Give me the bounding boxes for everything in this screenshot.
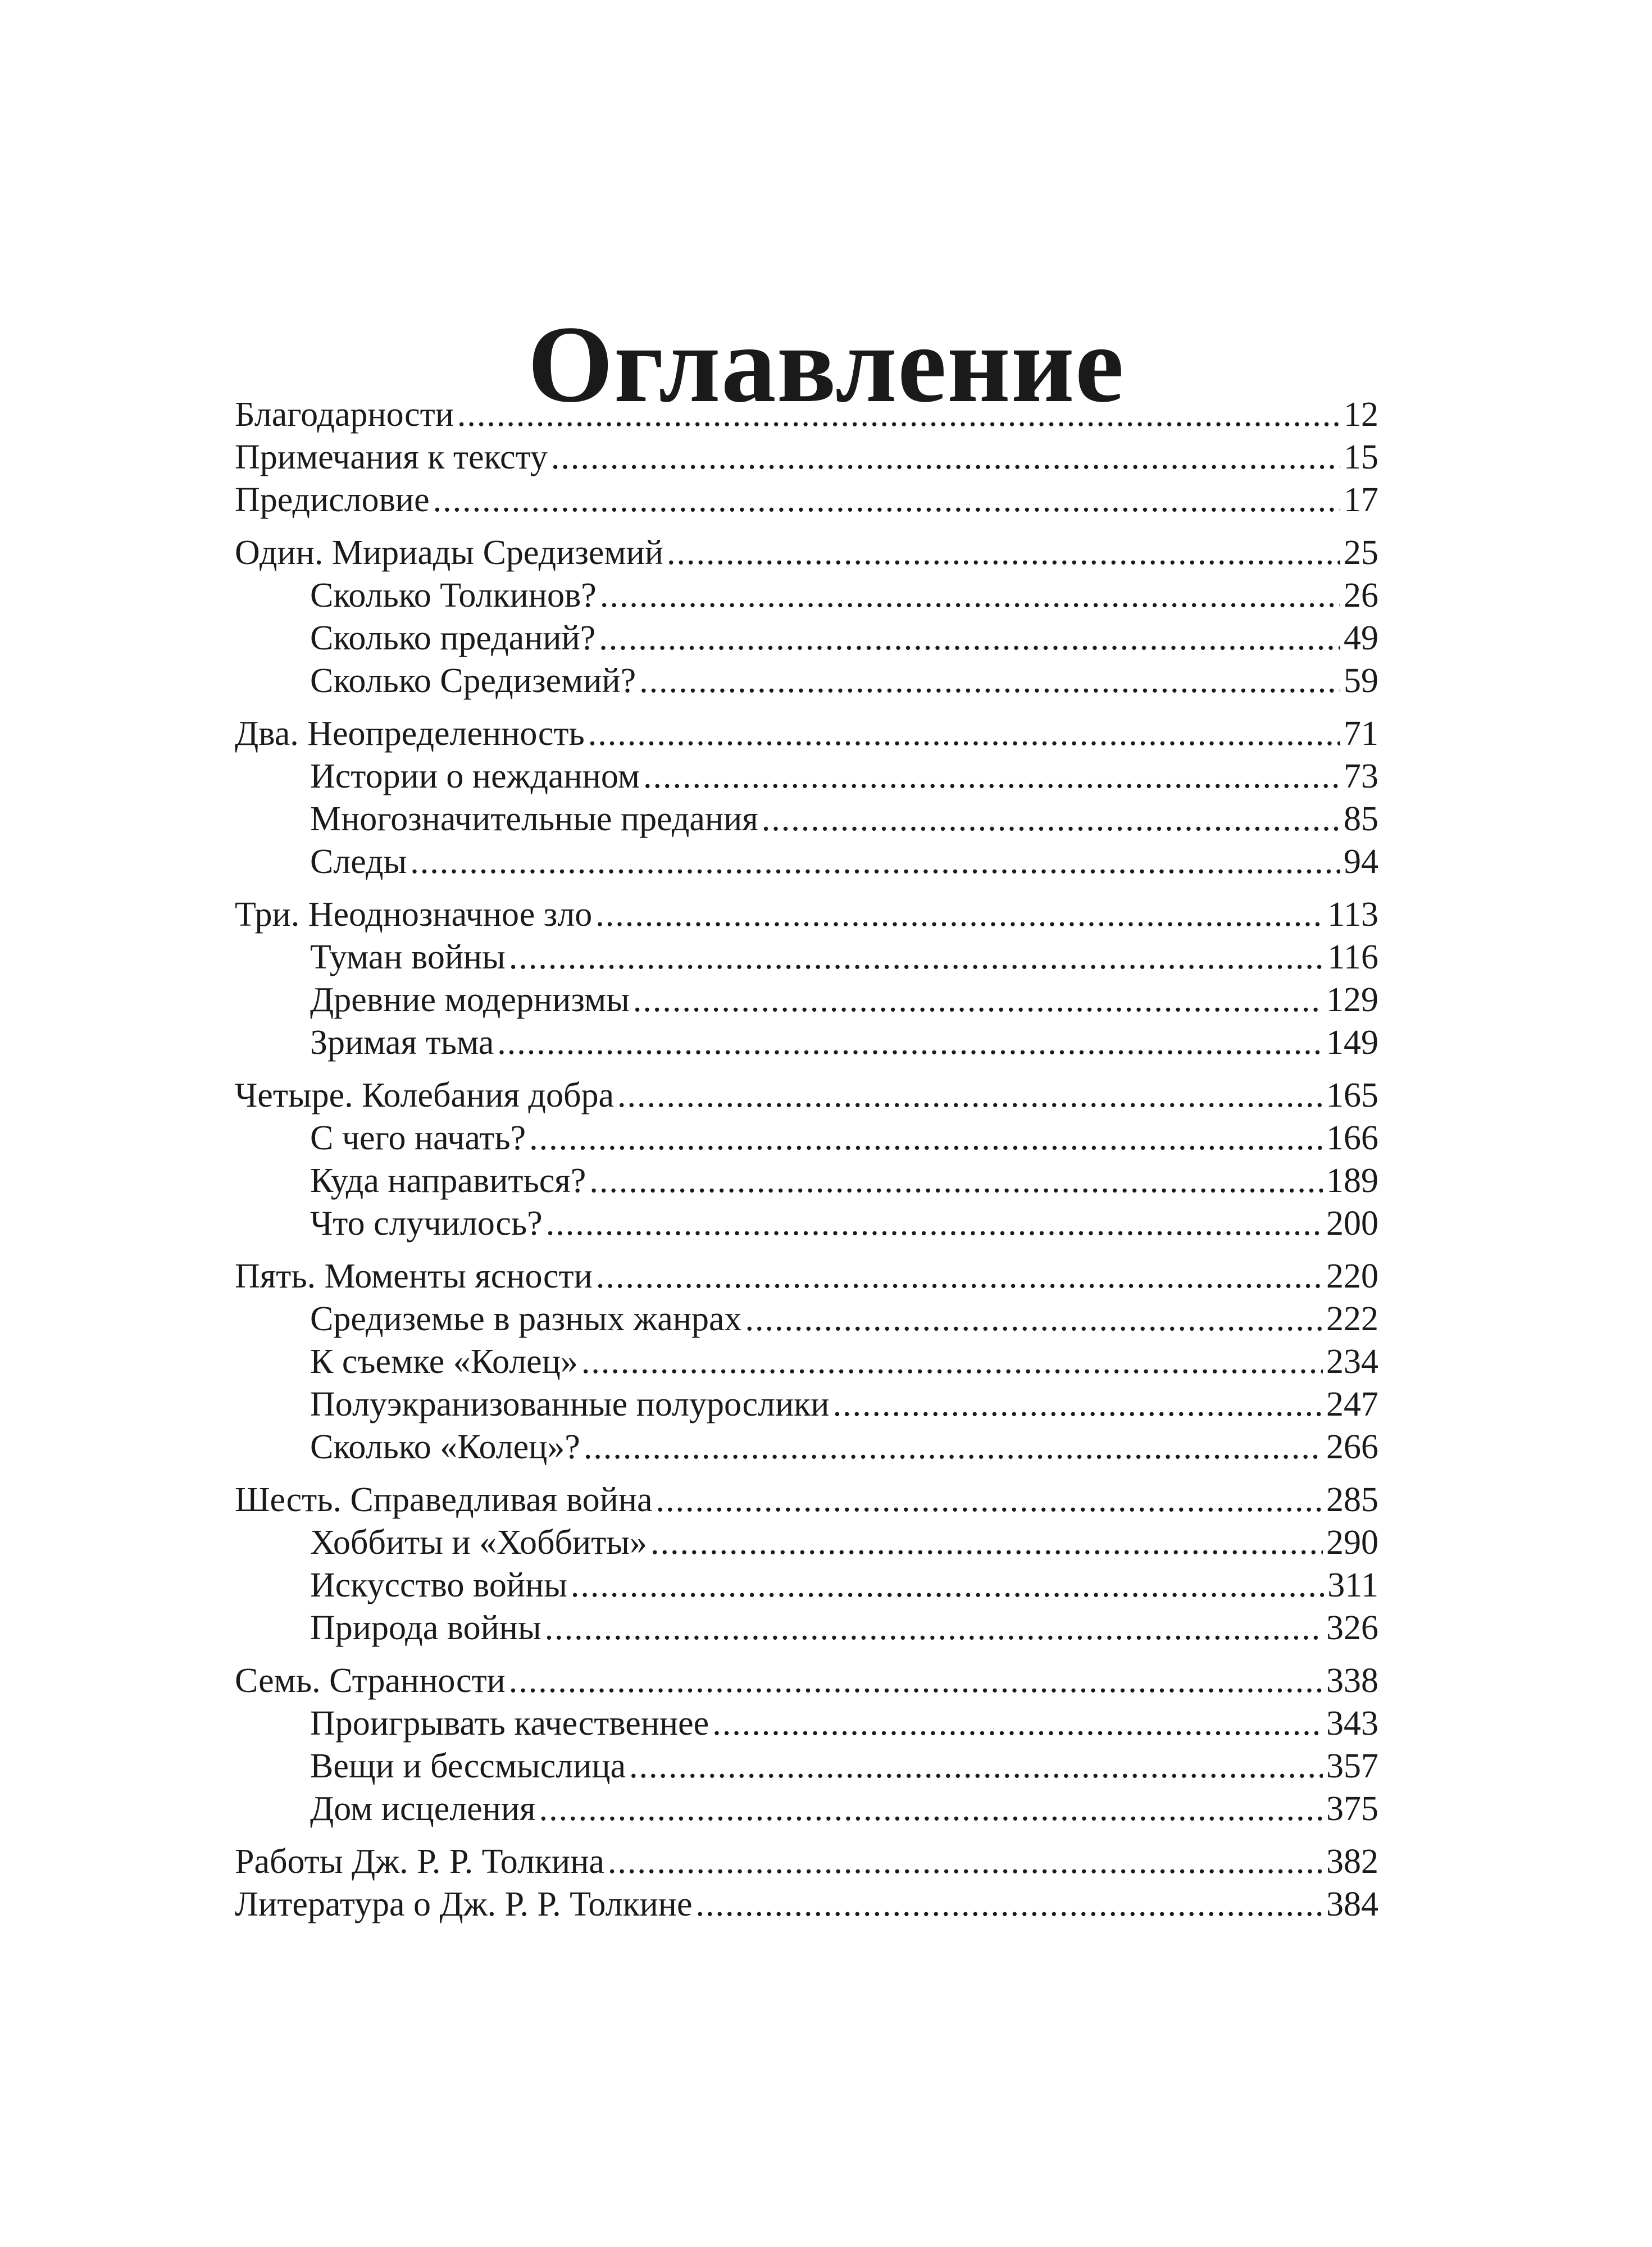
dot-leader bbox=[596, 1255, 1323, 1298]
toc-chapter-page: 338 bbox=[1326, 1662, 1378, 1700]
dot-leader bbox=[629, 1745, 1323, 1787]
dot-leader bbox=[539, 1787, 1323, 1830]
toc-section-entry bbox=[235, 1159, 1378, 1202]
toc-chapter-title: Шесть. Справедливая война bbox=[235, 1481, 653, 1519]
toc-section-page: 200 bbox=[1326, 1204, 1378, 1243]
dot-leader bbox=[695, 1883, 1323, 1926]
toc-section-title: Туман войны bbox=[310, 938, 506, 976]
toc-section-page: 375 bbox=[1326, 1790, 1378, 1828]
toc-section-entry bbox=[235, 574, 1378, 617]
toc-entry-title: Предисловие bbox=[235, 481, 430, 519]
toc-chapter-title: Три. Неоднозначное зло bbox=[235, 895, 593, 934]
dot-leader bbox=[633, 979, 1323, 1021]
toc-section-page: 85 bbox=[1344, 800, 1378, 838]
toc-entry-title: Благодарности bbox=[235, 395, 454, 434]
toc-group-front-matter bbox=[235, 393, 1378, 521]
toc-chapter-entry bbox=[235, 712, 1378, 755]
dot-leader bbox=[433, 479, 1340, 521]
toc-section-page: 189 bbox=[1326, 1162, 1378, 1200]
toc-section-entry bbox=[235, 840, 1378, 883]
dot-leader bbox=[608, 1840, 1323, 1883]
dot-leader bbox=[457, 393, 1340, 436]
toc-section-title: Куда направиться? bbox=[310, 1162, 586, 1200]
toc-group-chapter-2 bbox=[235, 712, 1378, 883]
toc-section-entry bbox=[235, 1787, 1378, 1830]
dot-leader bbox=[762, 798, 1340, 840]
toc-chapter-page: 220 bbox=[1326, 1257, 1378, 1295]
toc-section-page: 234 bbox=[1326, 1343, 1378, 1381]
toc-section-entry bbox=[235, 1383, 1378, 1426]
toc-chapter-entry bbox=[235, 1479, 1378, 1521]
toc-chapter-page: 285 bbox=[1326, 1481, 1378, 1519]
toc-chapter-page: 165 bbox=[1326, 1076, 1378, 1115]
toc-chapter-title: Один. Мириады Средиземий bbox=[235, 534, 663, 572]
toc-section-page: 49 bbox=[1344, 619, 1378, 657]
toc-section-title: Многозначительные предания bbox=[310, 800, 758, 838]
toc-entry-title: Примечания к тексту bbox=[235, 438, 548, 476]
toc-group-chapter-7 bbox=[235, 1659, 1378, 1830]
toc-section-title: С чего начать? bbox=[310, 1119, 526, 1157]
toc-section-title: Полуэкранизованные полурослики bbox=[310, 1385, 830, 1423]
toc-section-entry bbox=[235, 1340, 1378, 1383]
dot-leader bbox=[551, 436, 1340, 479]
toc-section-page: 73 bbox=[1344, 757, 1378, 795]
toc-chapter-page: 25 bbox=[1344, 534, 1378, 572]
toc-section-page: 129 bbox=[1326, 981, 1378, 1019]
toc-entry-page: 15 bbox=[1344, 438, 1378, 476]
dot-leader bbox=[599, 617, 1340, 659]
toc-section-title: Природа войны bbox=[310, 1609, 541, 1647]
toc-section-page: 326 bbox=[1326, 1609, 1378, 1647]
toc-section-entry bbox=[235, 1426, 1378, 1468]
toc-entry bbox=[235, 479, 1378, 521]
toc-entry-title: Работы Дж. Р. Р. Толкина bbox=[235, 1843, 604, 1881]
toc-section-entry bbox=[235, 659, 1378, 702]
toc-section-title: Что случилось? bbox=[310, 1204, 543, 1243]
toc-chapter-title: Два. Неопределенность bbox=[235, 715, 585, 753]
toc-section-page: 59 bbox=[1344, 662, 1378, 700]
dot-leader bbox=[546, 1202, 1323, 1245]
dot-leader bbox=[509, 1659, 1323, 1702]
dot-leader bbox=[745, 1298, 1323, 1340]
dot-leader bbox=[712, 1702, 1323, 1745]
dot-leader bbox=[656, 1479, 1323, 1521]
toc-section-entry bbox=[235, 1117, 1378, 1159]
toc-section-page: 149 bbox=[1326, 1024, 1378, 1062]
toc-chapter-title: Четыре. Колебания добра bbox=[235, 1076, 615, 1115]
dot-leader bbox=[545, 1607, 1323, 1649]
dot-leader bbox=[595, 893, 1324, 936]
toc-chapter-entry bbox=[235, 1074, 1378, 1117]
dot-leader bbox=[497, 1021, 1323, 1064]
toc-entry-page: 384 bbox=[1326, 1885, 1378, 1923]
toc-group-back-matter bbox=[235, 1840, 1378, 1926]
toc-section-entry bbox=[235, 1202, 1378, 1245]
toc-section-entry bbox=[235, 1564, 1378, 1607]
toc-entry-page: 382 bbox=[1326, 1843, 1378, 1881]
toc-section-title: Искусство войны bbox=[310, 1566, 567, 1604]
toc-entry bbox=[235, 436, 1378, 479]
toc-section-page: 311 bbox=[1327, 1566, 1378, 1604]
toc-section-title: Сколько Толкинов? bbox=[310, 576, 597, 615]
dot-leader bbox=[529, 1117, 1323, 1159]
dot-leader bbox=[600, 574, 1340, 617]
dot-leader bbox=[571, 1564, 1324, 1607]
toc-chapter-entry bbox=[235, 531, 1378, 574]
dot-leader bbox=[581, 1340, 1323, 1383]
toc-entry bbox=[235, 1840, 1378, 1883]
toc-section-entry bbox=[235, 617, 1378, 659]
toc-section-title: Вещи и бессмыслица bbox=[310, 1747, 626, 1785]
toc-section-title: Следы bbox=[310, 843, 407, 881]
toc-chapter-page: 113 bbox=[1327, 895, 1378, 934]
toc-section-entry bbox=[235, 1607, 1378, 1649]
toc-entry bbox=[235, 1883, 1378, 1926]
toc-section-entry bbox=[235, 936, 1378, 979]
toc-group-chapter-3 bbox=[235, 893, 1378, 1064]
toc-group-chapter-6 bbox=[235, 1479, 1378, 1649]
toc-section-page: 266 bbox=[1326, 1428, 1378, 1466]
toc-chapter-entry bbox=[235, 893, 1378, 936]
toc-section-title: Проигрывать качественнее bbox=[310, 1704, 709, 1743]
toc-section-entry bbox=[235, 755, 1378, 798]
dot-leader bbox=[410, 840, 1340, 883]
toc-section-entry bbox=[235, 1021, 1378, 1064]
toc-section-entry bbox=[235, 1745, 1378, 1787]
toc-section-title: Древние модернизмы bbox=[310, 981, 630, 1019]
toc-section-title: Зримая тьма bbox=[310, 1024, 494, 1062]
toc-chapter-page: 71 bbox=[1344, 715, 1378, 753]
toc-section-title: Сколько Средиземий? bbox=[310, 662, 636, 700]
toc-section-title: Истории о нежданном bbox=[310, 757, 640, 795]
toc-section-page: 290 bbox=[1326, 1523, 1378, 1562]
toc-entry-page: 17 bbox=[1344, 481, 1378, 519]
toc-chapter-entry bbox=[235, 1659, 1378, 1702]
toc-section-page: 116 bbox=[1327, 938, 1378, 976]
toc-section-entry bbox=[235, 798, 1378, 840]
dot-leader bbox=[832, 1383, 1323, 1426]
dot-leader bbox=[639, 659, 1340, 702]
toc-section-page: 247 bbox=[1326, 1385, 1378, 1423]
toc-chapter-title: Семь. Странности bbox=[235, 1662, 506, 1700]
toc-section-page: 26 bbox=[1344, 576, 1378, 615]
dot-leader bbox=[650, 1521, 1323, 1564]
dot-leader bbox=[643, 755, 1340, 798]
toc-section-title: К съемке «Колец» bbox=[310, 1343, 578, 1381]
toc-chapter-title: Пять. Моменты ясности bbox=[235, 1257, 593, 1295]
toc-group-chapter-5 bbox=[235, 1255, 1378, 1468]
toc-section-page: 166 bbox=[1326, 1119, 1378, 1157]
toc-chapter-entry bbox=[235, 1255, 1378, 1298]
toc-section-entry bbox=[235, 1702, 1378, 1745]
page-title: Оглавление bbox=[527, 303, 1125, 426]
table-of-contents bbox=[235, 393, 1378, 1936]
toc-section-title: Дом исцеления bbox=[310, 1790, 536, 1828]
toc-group-chapter-1 bbox=[235, 531, 1378, 702]
toc-entry-page: 12 bbox=[1344, 395, 1378, 434]
dot-leader bbox=[584, 1426, 1323, 1468]
dot-leader bbox=[588, 712, 1340, 755]
toc-section-title: Средиземье в разных жанрах bbox=[310, 1300, 742, 1338]
toc-section-page: 357 bbox=[1326, 1747, 1378, 1785]
toc-section-page: 343 bbox=[1326, 1704, 1378, 1743]
toc-section-entry bbox=[235, 979, 1378, 1021]
toc-group-chapter-4 bbox=[235, 1074, 1378, 1245]
toc-section-title: Сколько «Колец»? bbox=[310, 1428, 580, 1466]
toc-section-page: 94 bbox=[1344, 843, 1378, 881]
toc-section-entry bbox=[235, 1521, 1378, 1564]
toc-section-page: 222 bbox=[1326, 1300, 1378, 1338]
toc-entry bbox=[235, 393, 1378, 436]
dot-leader bbox=[617, 1074, 1323, 1117]
dot-leader bbox=[509, 936, 1324, 979]
dot-leader bbox=[667, 531, 1340, 574]
toc-entry-title: Литература о Дж. Р. Р. Толкине bbox=[235, 1885, 693, 1923]
toc-section-entry bbox=[235, 1298, 1378, 1340]
dot-leader bbox=[589, 1159, 1323, 1202]
toc-section-title: Хоббиты и «Хоббиты» bbox=[310, 1523, 647, 1562]
toc-section-title: Сколько преданий? bbox=[310, 619, 596, 657]
